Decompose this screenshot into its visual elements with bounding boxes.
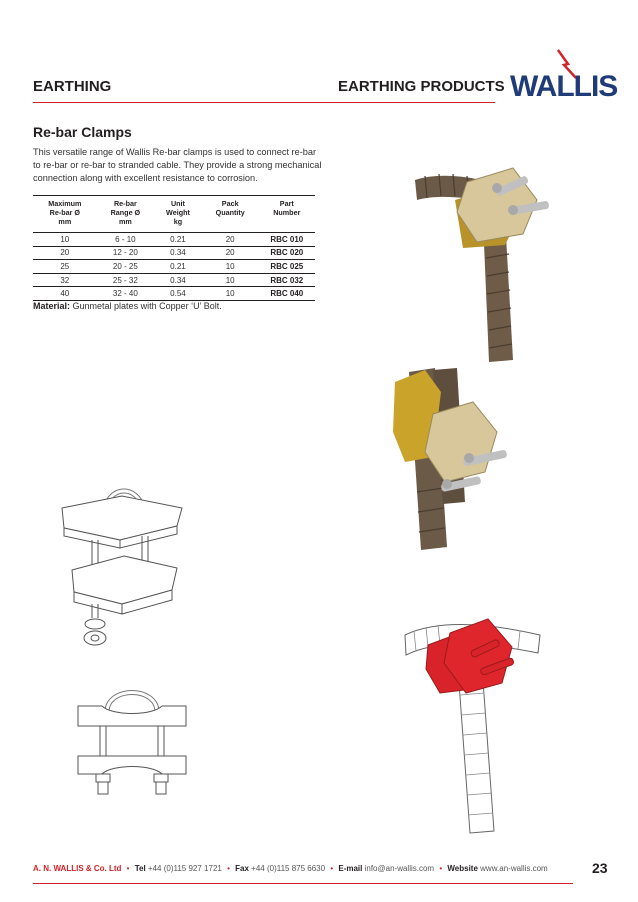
- rebar-clamp-photo: [405, 160, 565, 365]
- cell-qty: 10: [202, 273, 259, 287]
- intro-paragraph: This versatile range of Wallis Re-bar clamps is used to connect re-bar to re-bar or re-bar to stranded cable. They provide a strong mechanical connection along with excellent resistance to corrosion.: [33, 147, 322, 183]
- logo-text: WALLIS: [510, 70, 618, 103]
- section-header-right: EARTHING PRODUCTS: [338, 78, 505, 95]
- rebar-clamp-photo: [385, 362, 525, 552]
- material-label: Material:: [33, 301, 71, 311]
- cell-part-number: RBC 040: [259, 287, 315, 301]
- cell-max: 40: [33, 287, 97, 301]
- cell-qty: 10: [202, 260, 259, 274]
- cell-weight: 0.34: [154, 246, 202, 260]
- cell-range: 25 - 32: [97, 273, 154, 287]
- cell-part-number: RBC 032: [259, 273, 315, 287]
- col-header-rebar-range: Re-bar Range Ø mm: [97, 196, 154, 233]
- footer-rule: [33, 883, 573, 884]
- table-row: [33, 273, 315, 287]
- cell-max: 20: [33, 246, 97, 260]
- col-header-unit-weight: Unit Weight kg: [154, 196, 202, 233]
- cell-range: 6 - 10: [97, 233, 154, 247]
- website-label: Website: [447, 864, 478, 873]
- fax-number: +44 (0)115 875 6630: [251, 864, 326, 873]
- page-title: Re-bar Clamps: [33, 124, 132, 140]
- cell-weight: 0.21: [154, 260, 202, 274]
- fax-label: Fax: [235, 864, 249, 873]
- table-header-row: [33, 196, 315, 233]
- tel-label: Tel: [134, 864, 146, 873]
- spec-table: [33, 195, 315, 301]
- clamp-exploded-drawing: [52, 478, 192, 648]
- cell-range: 32 - 40: [97, 287, 154, 301]
- col-header-pack-qty: Pack Quantity: [202, 196, 259, 233]
- material-note: [33, 301, 222, 311]
- email-link[interactable]: info@an-wallis.com: [364, 864, 435, 873]
- cell-range: 20 - 25: [97, 260, 154, 274]
- table-row: [33, 233, 315, 247]
- cell-max: 10: [33, 233, 97, 247]
- cell-qty: 20: [202, 246, 259, 260]
- cell-range: 12 - 20: [97, 246, 154, 260]
- cell-part-number: RBC 025: [259, 260, 315, 274]
- table-row: [33, 246, 315, 260]
- material-text: Gunmetal plates with Copper ‘U’ Bolt.: [72, 301, 222, 311]
- col-header-part-number: Part Number: [259, 196, 315, 233]
- website-link[interactable]: www.an-wallis.com: [480, 864, 548, 873]
- cell-qty: 10: [202, 287, 259, 301]
- company-name: A. N. WALLIS & Co. Ltd: [33, 864, 122, 873]
- rebar-clamp-red-drawing: [400, 605, 550, 835]
- table-row: [33, 260, 315, 274]
- clamp-front-drawing: [72, 682, 192, 802]
- cell-weight: 0.21: [154, 233, 202, 247]
- section-header-left: EARTHING: [33, 78, 112, 95]
- cell-qty: 20: [202, 233, 259, 247]
- cell-part-number: RBC 010: [259, 233, 315, 247]
- cell-part-number: RBC 020: [259, 246, 315, 260]
- col-header-max-rebar: Maximum Re-bar Ø mm: [33, 196, 97, 233]
- tel-number: +44 (0)115 927 1721: [147, 864, 222, 873]
- wallis-logo: [510, 48, 618, 106]
- page-number: 23: [592, 860, 608, 876]
- cell-weight: 0.54: [154, 287, 202, 301]
- cell-max: 32: [33, 273, 97, 287]
- email-label: E-mail: [338, 864, 363, 873]
- cell-weight: 0.34: [154, 273, 202, 287]
- header-rule: [33, 102, 495, 103]
- table-row: [33, 287, 315, 301]
- cell-max: 25: [33, 260, 97, 274]
- footer-contact: A. N. WALLIS & Co. Ltd • Tel +44 (0)115 927 1721 • Fax +44 (0)115 875 6630 • E-mail info@an-wallis.com • Website www.an-wallis.com: [33, 864, 548, 873]
